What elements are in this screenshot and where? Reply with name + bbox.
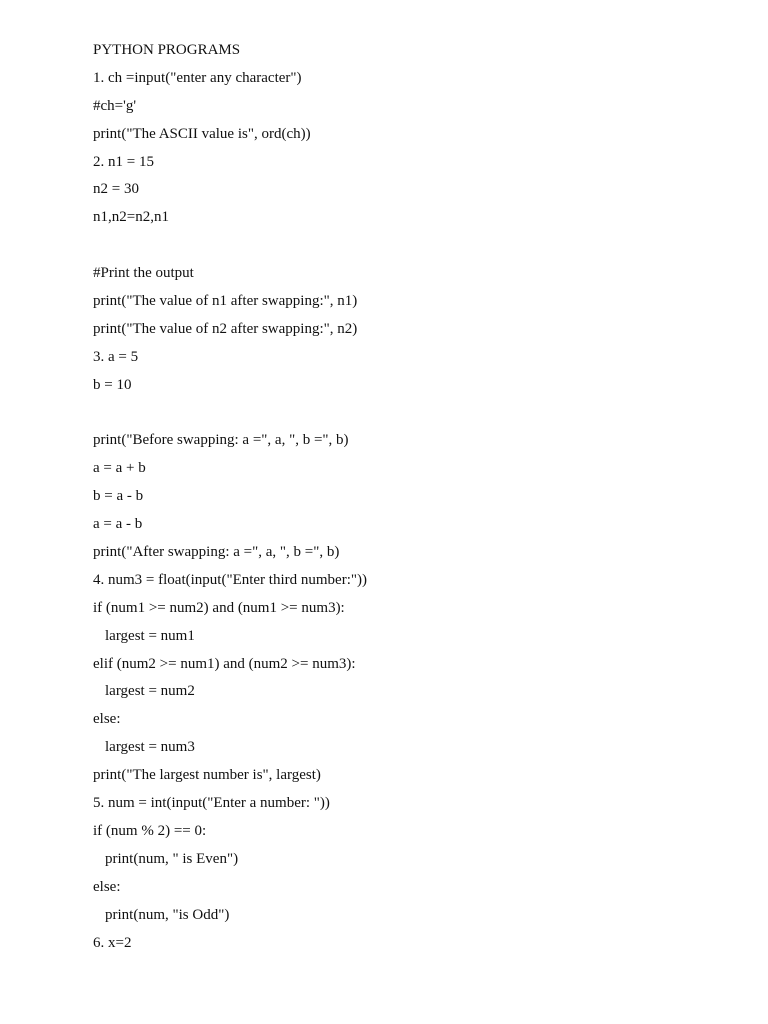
code-line: else: — [93, 878, 121, 895]
blank-line — [93, 232, 733, 260]
code-line: print("The largest number is", largest) — [93, 767, 321, 784]
code-line: b = a - b — [93, 488, 144, 505]
code-line: #ch='g' — [93, 97, 137, 114]
code-line: if (num1 >= num2) and (num1 >= num3): — [93, 599, 345, 616]
code-line-indented: print(num, " is Even") — [105, 850, 239, 867]
document-body — [93, 37, 733, 957]
code-line: a = a - b — [93, 516, 143, 533]
code-line: elif (num2 >= num1) and (num2 >= num3): — [93, 655, 356, 672]
code-line: b = 10 — [93, 376, 132, 393]
code-line: n2 = 30 — [93, 181, 139, 198]
code-line: n1,n2=n2,n1 — [93, 209, 169, 226]
code-line: print("The ASCII value is", ord(ch)) — [93, 125, 311, 142]
code-line: 3. a = 5 — [93, 348, 139, 365]
code-line-indented: print(num, "is Odd") — [105, 906, 230, 923]
code-line: print("Before swapping: a =", a, ", b =", b) — [93, 432, 349, 449]
code-line-indented: largest = num1 — [105, 627, 195, 644]
code-line: 4. num3 = float(input("Enter third number:")) — [93, 571, 367, 588]
code-line: 2. n1 = 15 — [93, 153, 154, 170]
code-line: print("After swapping: a =", a, ", b =", b) — [93, 544, 340, 561]
code-line: else: — [93, 711, 121, 728]
code-line: if (num % 2) == 0: — [93, 822, 207, 839]
code-line: 1. ch =input("enter any character") — [93, 69, 302, 86]
document-title: PYTHON PROGRAMS — [93, 42, 241, 58]
code-line: #Print the output — [93, 265, 194, 282]
blank-line — [93, 400, 733, 428]
code-line-indented: largest = num2 — [105, 683, 195, 700]
code-line: print("The value of n2 after swapping:", n2) — [93, 320, 358, 337]
code-line: a = a + b — [93, 460, 146, 477]
code-line: 6. x=2 — [93, 934, 132, 951]
code-line: print("The value of n1 after swapping:", n1) — [93, 293, 358, 310]
code-line-indented: largest = num3 — [105, 739, 195, 756]
code-line: 5. num = int(input("Enter a number: ")) — [93, 795, 330, 812]
